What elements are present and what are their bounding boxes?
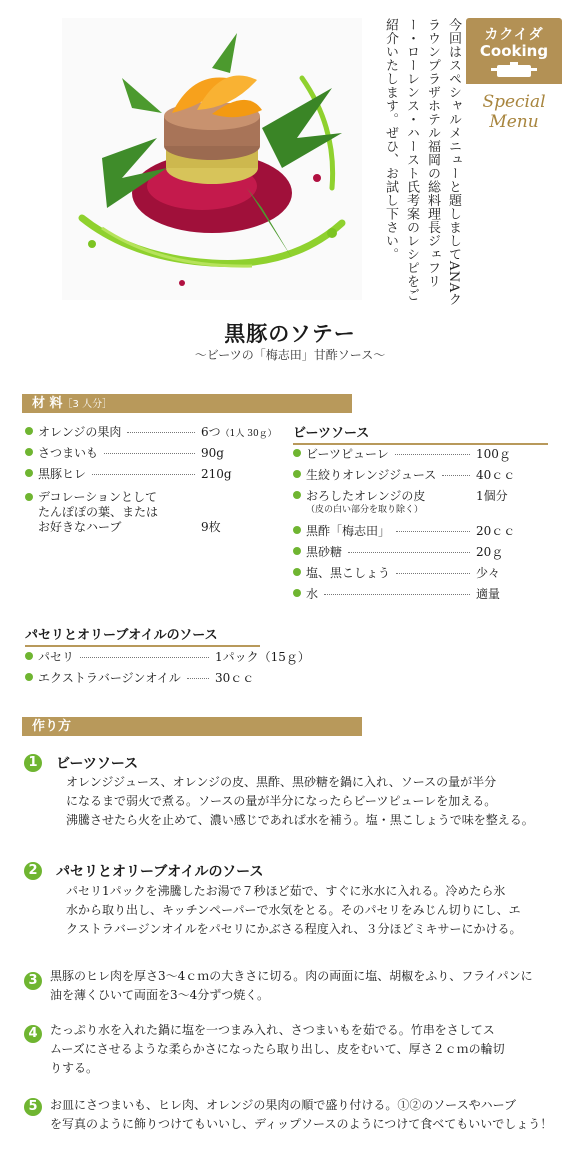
leader-dots xyxy=(127,432,195,433)
herb-name: デコレーションとして たんぽぽの葉、または お好きなハーブ xyxy=(38,490,159,534)
bullet-icon xyxy=(293,547,301,555)
ingredient-name: 黒砂糖 xyxy=(306,545,343,559)
ingredient-name: 塩、黒こしょう xyxy=(306,566,391,580)
leader-dots xyxy=(442,475,470,476)
beet-sauce-title: ビーツソース xyxy=(293,422,548,445)
list-item xyxy=(293,487,548,508)
leader-dots xyxy=(104,453,195,454)
ingredient-qty: 40ｃｃ xyxy=(476,468,516,482)
list-item xyxy=(293,522,548,543)
cooking-badge xyxy=(466,18,562,148)
leader-dots xyxy=(187,678,209,679)
ingredients-title: 材 料 xyxy=(32,396,63,411)
bullet-icon xyxy=(25,448,33,456)
badge-line2: Cooking xyxy=(479,42,549,60)
list-item xyxy=(25,444,287,465)
badge-line4: Menu xyxy=(489,112,539,132)
list-item xyxy=(293,445,548,466)
badge-line1: カクイダ xyxy=(484,27,544,43)
bullet-icon xyxy=(293,589,301,597)
step-number: 2 xyxy=(24,862,42,880)
servings-label: ［3 人分］ xyxy=(62,399,113,410)
ingredient-qty: 6つ（1人 30ｇ） xyxy=(201,425,277,439)
ingredient-qty: 1パック（15ｇ） xyxy=(215,650,310,664)
leader-dots xyxy=(80,657,209,658)
ingredient-qty: 少々 xyxy=(476,566,501,580)
bullet-icon xyxy=(293,568,301,576)
leader-dots xyxy=(395,454,470,455)
bullet-icon xyxy=(293,526,301,534)
bullet-icon xyxy=(293,491,301,499)
beet-sauce-list xyxy=(293,445,548,606)
pot-icon xyxy=(491,62,537,78)
leader-dots xyxy=(396,573,470,574)
list-item xyxy=(293,466,548,487)
ingredient-name: 黒豚ヒレ xyxy=(38,467,87,481)
ingredient-name: 黒酢「梅志田」 xyxy=(306,524,391,538)
bullet-icon xyxy=(25,493,33,501)
ingredient-qty: 20ｇ xyxy=(476,545,504,559)
list-item xyxy=(25,423,287,444)
step-number: 1 xyxy=(24,754,42,772)
step-text: お皿にさつまいも、ヒレ肉、オレンジの果肉の順で盛り付ける。①②のソースやハーブ を写真のように飾りつけてもいいし、ディップソースのようにつけて食べてもいいでしょう！ xyxy=(50,1098,553,1131)
list-item xyxy=(25,490,287,540)
ingredients-header xyxy=(22,394,352,413)
ingredient-qty: 30ｃｃ xyxy=(215,671,255,685)
ingredient-name: ビーツピューレ xyxy=(306,447,389,461)
herb-qty: 9枚 xyxy=(201,520,221,534)
step-text: 黒豚のヒレ肉を厚さ3～4ｃｍの大きさに切る。肉の両面に塩、胡椒をふり、フライパンに 油を薄くひいて両面を3～4分ずつ焼く。 xyxy=(50,969,533,1002)
badge-special-menu xyxy=(466,84,562,132)
leader-dots xyxy=(92,474,195,475)
bullet-icon xyxy=(25,652,33,660)
step-text: たっぷり水を入れた鍋に塩を一つまみ入れ、さつまいもを茹でる。竹串をさしてス ムーズにさせるような柔らかさになったら取り出し、皮をむいて、厚さ２ｃｍの輪切 りする。 xyxy=(50,1023,505,1075)
step-number: 4 xyxy=(24,1025,42,1043)
ingredient-qty: 1個分 xyxy=(476,489,508,503)
list-item xyxy=(293,585,548,606)
ingredient-name: パセリ xyxy=(38,650,75,664)
step-text: パセリ1パックを沸騰したお湯で７秒ほど茹で、すぐに氷水に入れる。冷めたら氷 水から取り出し、キッチンペーパーで水気をとる。そのパセリをみじん切りにし、エ クストラバージンオイルをパセリにかぶさる程度入れ、３分ほどミキサーにかける。 xyxy=(66,884,522,936)
step-title: ビーツソース xyxy=(56,756,139,772)
ingredient-qty: 210g xyxy=(201,467,232,481)
step-number: 5 xyxy=(24,1098,42,1116)
ingredient-qty: 90g xyxy=(201,446,224,460)
ingredient-name: エクストラバージンオイル xyxy=(38,671,181,685)
bullet-icon xyxy=(25,673,33,681)
recipe-subtitle: ～ビーツの「梅志田」甘酢ソース～ xyxy=(194,348,386,362)
list-item xyxy=(293,543,548,564)
dish-photo xyxy=(62,18,362,300)
parsley-sauce-title: パセリとオリーブオイルのソース xyxy=(25,624,260,647)
step-number: 3 xyxy=(24,972,42,990)
list-item xyxy=(25,648,315,669)
leader-dots xyxy=(348,552,470,553)
ingredient-qty: 適量 xyxy=(476,587,501,601)
bullet-icon xyxy=(25,427,33,435)
ingredient-qty: 20ｃｃ xyxy=(476,524,516,538)
method-header: 作り方 xyxy=(22,717,362,736)
badge-line3: Special xyxy=(482,92,546,112)
ingredient-name: さつまいも xyxy=(38,446,99,460)
ingredient-name: おろしたオレンジの皮 xyxy=(306,489,426,503)
list-item xyxy=(25,669,315,690)
ingredient-name: オレンジの果肉 xyxy=(38,425,122,439)
dish-illustration xyxy=(62,18,362,300)
intro-text: 今回はスペシャルメニューと題しましてANAクラウンプラザホテル福岡の総料理長ジェフリー・ローレンス・ハースト氏考案のレシピをご紹介いたします。ぜひ、お試し下さい。 xyxy=(383,18,461,307)
step-text: オレンジジュース、オレンジの皮、黒酢、黒砂糖を鍋に入れ、ソースの量が半分 になるまで弱火で煮る。ソースの量が半分になったらビーツピューレを加える。 沸騰させたら火を止めて、濃い感じであれば水を補う。塩・黒こしょうで味を整える。 xyxy=(66,775,534,827)
recipe-title: 黒豚のソテー xyxy=(224,321,356,346)
bullet-icon xyxy=(293,449,301,457)
badge-header xyxy=(466,18,562,84)
list-item xyxy=(25,465,287,486)
bullet-icon xyxy=(293,470,301,478)
ingredient-note: （皮の白い部分を取り除く） xyxy=(306,505,424,515)
bullet-icon xyxy=(25,469,33,477)
ingredient-qty: 100ｇ xyxy=(476,447,511,461)
main-ingredients-list xyxy=(25,423,287,540)
list-item xyxy=(293,564,548,585)
leader-dots xyxy=(396,531,470,532)
ingredient-name: 水 xyxy=(306,587,319,601)
step-title: パセリとオリーブオイルのソース xyxy=(56,864,264,880)
parsley-sauce-list xyxy=(25,648,315,690)
leader-dots xyxy=(324,594,470,595)
ingredient-name: 生絞りオレンジジュース xyxy=(306,468,437,482)
